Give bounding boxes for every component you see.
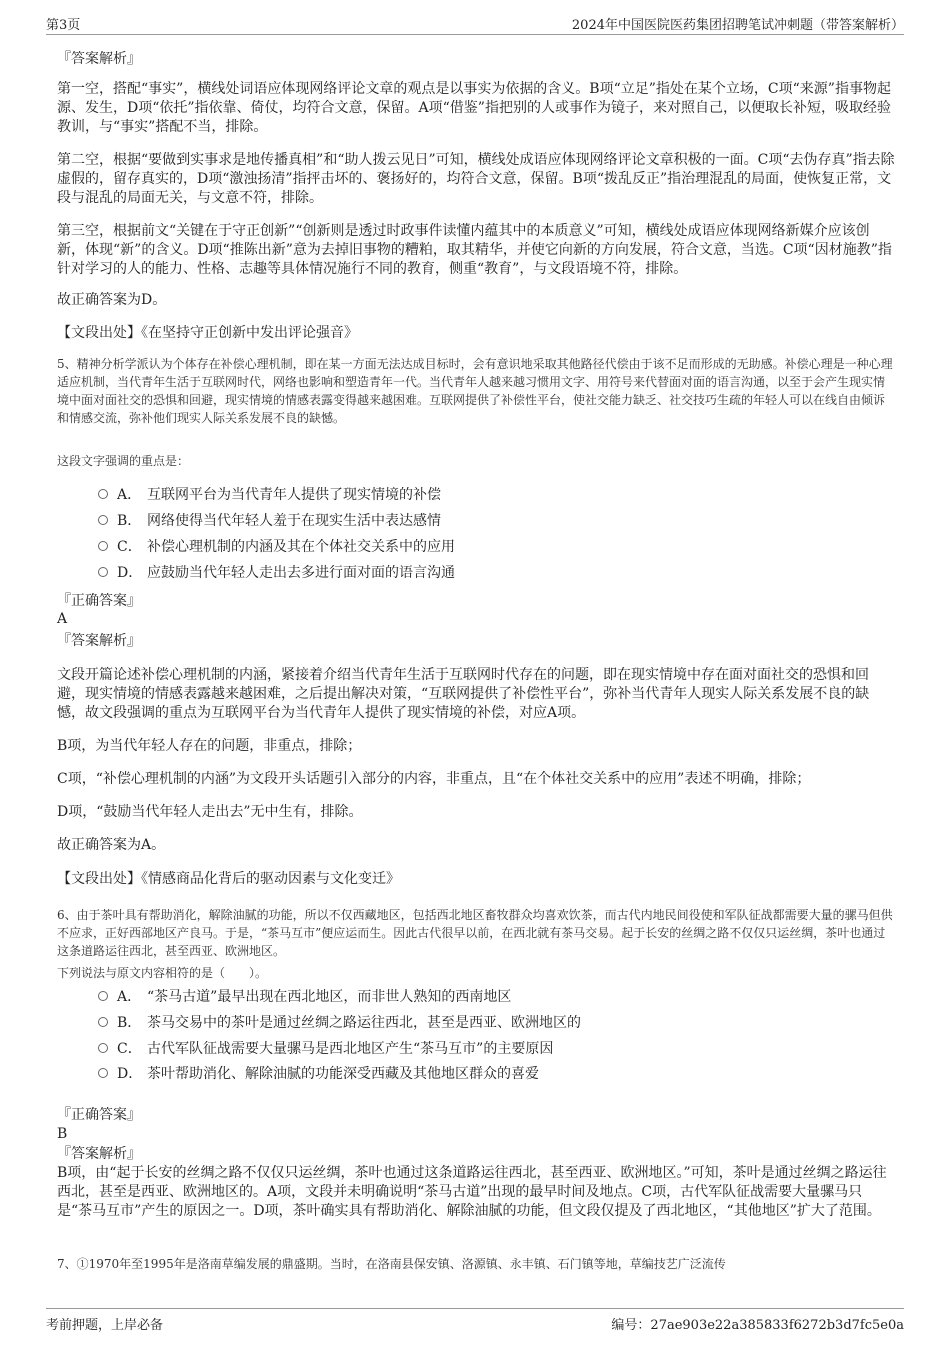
analysis-paragraph: C项，“补偿心理机制的内涵”为文段开头话题引入部分的内容，非重点，且“在个体社交关系中的应用”表述不明确，排除； (57, 771, 811, 787)
option-d[interactable]: D． 应鼓励当代年轻人走出去多进行面对面的语言沟通 (98, 563, 455, 583)
answer-label: 『正确答案』 (57, 1107, 141, 1123)
page-header (46, 14, 904, 35)
page-footer (46, 1308, 904, 1333)
radio-icon[interactable] (98, 1068, 108, 1078)
analysis-paragraph: B项，为当代年轻人存在的问题，非重点，排除； (57, 738, 362, 754)
option-c[interactable]: C． 补偿心理机制的内涵及其在个体社交关系中的应用 (98, 537, 455, 557)
analysis-label: 『答案解析』 (57, 51, 141, 67)
document-title: 2024年中国医院医药集团招聘笔试冲刺题（带答案解析） (571, 18, 904, 33)
conclusion: 故正确答案为A。 (57, 837, 166, 853)
correct-answer: B (57, 1126, 68, 1142)
option-c[interactable]: C． 古代军队征战需要大量骡马是西北地区产生“茶马互市”的主要原因 (98, 1039, 553, 1059)
analysis-paragraph: 文段开篇论述补偿心理机制的内涵，紧接着介绍当代青年生活于互联网时代存在的问题，即在现实情境中存在面对面社交的恐惧和回避，现实情境的情感表露越来越困难，之后提出解决对策，“互联网提供了补偿性平台”，弥补当代青年人现实人际关系发展不良的缺憾，故文段强调的重点为互联网平台为当代青年人提供了现实情境的补偿，对应A项。 (57, 667, 870, 721)
answer-label: 『正确答案』 (57, 593, 141, 609)
radio-icon[interactable] (98, 541, 108, 551)
analysis-label: 『答案解析』 (57, 1146, 141, 1162)
option-b[interactable]: B． 茶马交易中的茶叶是通过丝绸之路运往西北，甚至是西亚、欧洲地区的 (98, 1013, 581, 1033)
radio-icon[interactable] (98, 567, 108, 577)
option-d[interactable]: D． 茶叶帮助消化、解除油腻的功能深受西藏及其他地区群众的喜爱 (98, 1064, 539, 1084)
question-stem: 6、由于茶叶具有帮助消化，解除油腻的功能，所以不仅西藏地区，包括西北地区畜牧群众均喜欢饮茶，而古代内地民间役使和军队征战都需要大量的骡马但供不应求，正好西部地区产良马。于是，“茶马互市”便应运而生。因此古代很早以前，在西北就有茶马交易。起于长安的丝绸之路不仅仅只运丝绸，茶叶也通过这条道路运往西北，甚至西亚、欧洲地区。 (57, 908, 893, 958)
option-b[interactable]: B． 网络使得当代年轻人羞于在现实生活中表达感情 (98, 511, 441, 531)
radio-icon[interactable] (98, 515, 108, 525)
page-number: 第3页 (46, 18, 81, 33)
analysis-label: 『答案解析』 (57, 633, 141, 649)
option-a[interactable]: A． “茶马古道”最早出现在西北地区，而非世人熟知的西南地区 (98, 987, 511, 1007)
analysis-paragraph: 第二空，根据“要做到实事求是地传播真相”和“助人拨云见日”可知，横线处成语应体现网络评论文章积极的一面。C项“去伪存真”指去除虚假的，留存真实的，D项“激浊扬清”指抨击坏的、褒扬好的，均符合文意，保留。B项“拨乱反正”指治理混乱的局面，使恢复正常，文段与混乱的局面无关，与文意不符，排除。 (57, 152, 895, 206)
analysis-paragraph: 第一空，搭配“事实”，横线处词语应体现网络评论文章的观点是以事实为依据的含义。B项“立足”指处在某个立场，C项“来源”指事物起源、发生，D项“依托”指依靠、倚仗，均符合文意，保留。A项“借鉴”指把别的人或事作为镜子，来对照自己，以便取长补短，吸取经验教训，与“事实”搭配不当，排除。 (57, 81, 891, 135)
source-citation: 【文段出处】《情感商品化背后的驱动因素与文化变迁》 (57, 871, 400, 887)
correct-answer: A (57, 611, 68, 627)
radio-icon[interactable] (98, 489, 108, 499)
question-stem: 7、①1970年至1995年是洛南草编发展的鼎盛期。当时，在洛南县保安镇、洛源镇、永丰镇、石门镇等地，草编技艺广泛流传 (57, 1257, 726, 1271)
question-prompt: 下列说法与原文内容相符的是（ ）。 (57, 966, 268, 980)
radio-icon[interactable] (98, 1043, 108, 1053)
analysis-paragraph: 第三空，根据前文“关键在于守正创新”“创新则是透过时政事件读懂内蕴其中的本质意义”可知，横线处成语应体现网络新媒介应该创新，体现“新”的含义。D项“推陈出新”意为去掉旧事物的糟粕，取其精华，并使它向新的方向发展，符合文意，当选。C项“因材施教”指针对学习的人的能力、性格、志趣等具体情况施行不同的教育，侧重“教育”，与文段语境不符，排除。 (57, 223, 892, 277)
document-id: 编号：27ae903e22a385833f6272b3d7fc5e0a (611, 1318, 904, 1333)
question-prompt: 这段文字强调的重点是： (57, 454, 190, 468)
analysis-paragraph: D项，“鼓励当代年轻人走出去”无中生有，排除。 (57, 804, 363, 820)
conclusion: 故正确答案为D。 (57, 292, 167, 308)
analysis-paragraph: B项，由“起于长安的丝绸之路不仅仅只运丝绸，茶叶也通过这条道路运往西北，甚至西亚、欧洲地区。”可知，茶叶是通过丝绸之路运往西北，甚至是西亚、欧洲地区的。A项，文段并未明确说明“茶马古道”出现的最早时间及地点。C项，古代军队征战需要大量骡马只是“茶马互市”产生的原因之一。D项，茶叶确实具有帮助消化、解除油腻的功能，但文段仅提及了西北地区，“其他地区”扩大了范围。 (57, 1165, 887, 1219)
source-citation: 【文段出处】《在坚持守正创新中发出评论强音》 (57, 325, 358, 341)
footer-slogan: 考前押题，上岸必备 (46, 1318, 164, 1333)
radio-icon[interactable] (98, 1017, 108, 1027)
radio-icon[interactable] (98, 991, 108, 1001)
question-stem: 5、精神分析学派认为个体存在补偿心理机制，即在某一方面无法达成目标时，会有意识地采取其他路径代偿由于该不足而形成的无助感。补偿心理是一种心理适应机制，当代青年生活于互联网时代，网络也影响和塑造青年一代。当代青年人越来越习惯用文字、用符号来代替面对面的语言沟通，以至于会产生现实情境中面对面社交的恐惧和回避，现实情境的情感表露变得越来越困难。互联网提供了补偿性平台，使社交能力缺乏、社交技巧生疏的年轻人可以在线自由倾诉和情感交流，弥补他们现实人际关系发展不良的缺憾。 (57, 357, 893, 425)
option-a[interactable]: A． 互联网平台为当代青年人提供了现实情境的补偿 (98, 485, 441, 505)
